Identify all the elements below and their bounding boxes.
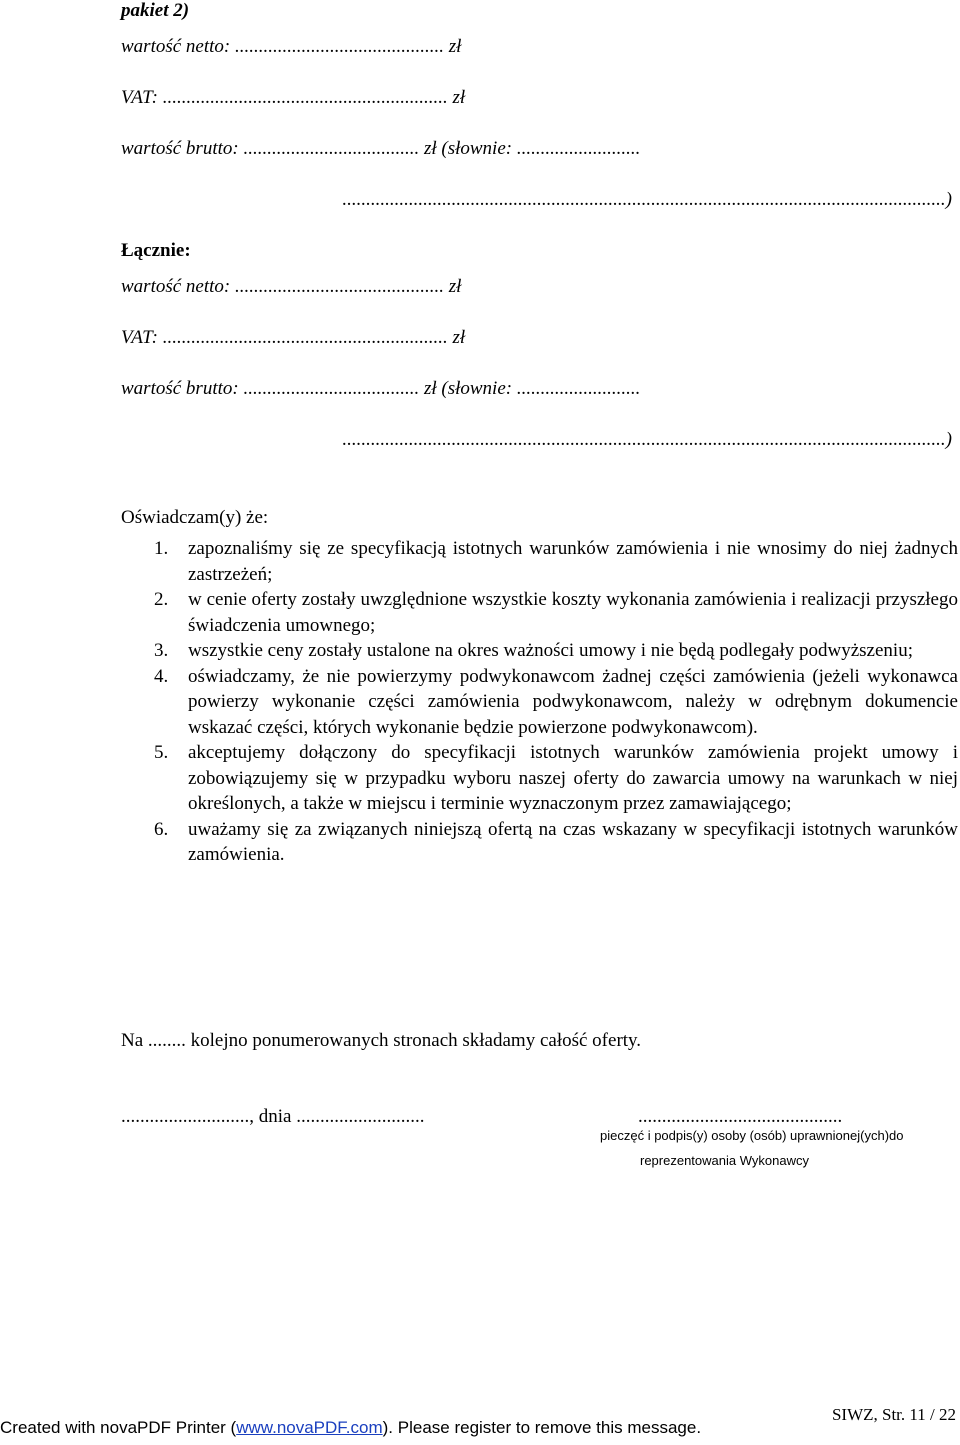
signature-caption-line2: reprezentowania Wykonawcy (640, 1153, 809, 1168)
declaration-item-5 (121, 740, 958, 817)
footer-suffix: ). Please register to remove this message. (382, 1418, 702, 1437)
signature-caption-line1: pieczęć i podpis(y) osoby (osób) uprawnionej(ych)do (600, 1128, 904, 1143)
item-text: uważamy się za związanych niniejszą ofertą na czas wskazany w specyfikacji istotnych warunków zamówienia. (188, 818, 958, 865)
declaration-list (121, 536, 958, 868)
pages-statement: Na ........ kolejno ponumerowanych stronach składamy całość oferty. (121, 1030, 642, 1051)
item-number: 2. (154, 589, 169, 610)
package2-words-continuation: ...............................................................................................................................) (342, 189, 952, 210)
package2-net-value: wartość netto: ............................................ zł (121, 36, 462, 57)
item-number: 1. (154, 538, 169, 559)
declaration-item-1 (121, 536, 958, 587)
novapdf-link[interactable]: www.novaPDF.com (236, 1418, 383, 1437)
page-number: SIWZ, Str. 11 / 22 (831, 1405, 956, 1424)
item-text: w cenie oferty zostały uwzględnione wszystkie koszty wykonania zamówienia i realizacji przyszłego świadczenia umownego; (188, 589, 958, 636)
package2-title: pakiet 2) (121, 0, 190, 21)
item-number: 6. (154, 818, 169, 840)
package2-gross-value: wartość brutto: ..................................... zł (słownie: .......................... (121, 138, 641, 159)
item-text: wszystkie ceny zostały ustalone na okres ważności umowy i nie będą podlegały podwyższeniu; (188, 640, 913, 661)
declaration-item-6 (121, 817, 958, 868)
item-text: zapoznaliśmy się ze specyfikacją istotnych warunków zamówienia i nie wnosimy do niej żadnych zastrzeżeń; (188, 538, 958, 585)
item-text: oświadczamy, że nie powierzymy podwykonawcom żadnej części zamówienia (jeżeli wykonawca powierzy wykonanie części zamówienia podwykonawcom, należy w odrębnym dokumencie wskazać części, których wykonanie będzie powierzone podwykonawcom). (188, 665, 958, 738)
place-date-line: ..........................., dnia ........................... (121, 1106, 425, 1127)
total-vat-value: VAT: ............................................................ zł (121, 327, 466, 348)
declaration-item-2 (121, 587, 958, 638)
item-text: akceptujemy dołączony do specyfikacji istotnych warunków zamówienia projekt umowy i zobowiązujemy się w przypadku wyboru naszej oferty do zawarcia umowy na warunkach w niej określonych, a także w miejscu i terminie wyznaczonym przez zamawiającego; (188, 742, 958, 814)
signature-dots: ........................................... (638, 1106, 843, 1127)
novapdf-watermark-note (0, 1418, 701, 1438)
total-words-continuation: ...............................................................................................................................) (342, 429, 952, 450)
item-number: 5. (154, 742, 169, 763)
package2-vat-value: VAT: ............................................................ zł (121, 87, 466, 108)
total-net-value: wartość netto: ............................................ zł (121, 276, 462, 297)
total-gross-value: wartość brutto: ..................................... zł (słownie: .......................... (121, 378, 641, 399)
declaration-item-4 (121, 664, 958, 741)
total-title: Łącznie: (121, 240, 191, 261)
declaration-intro: Oświadczam(y) że: (121, 507, 269, 528)
footer-prefix: Created with novaPDF Printer ( (0, 1418, 237, 1437)
item-number: 4. (154, 665, 169, 687)
item-number: 3. (154, 640, 169, 661)
declaration-item-3 (121, 638, 958, 664)
